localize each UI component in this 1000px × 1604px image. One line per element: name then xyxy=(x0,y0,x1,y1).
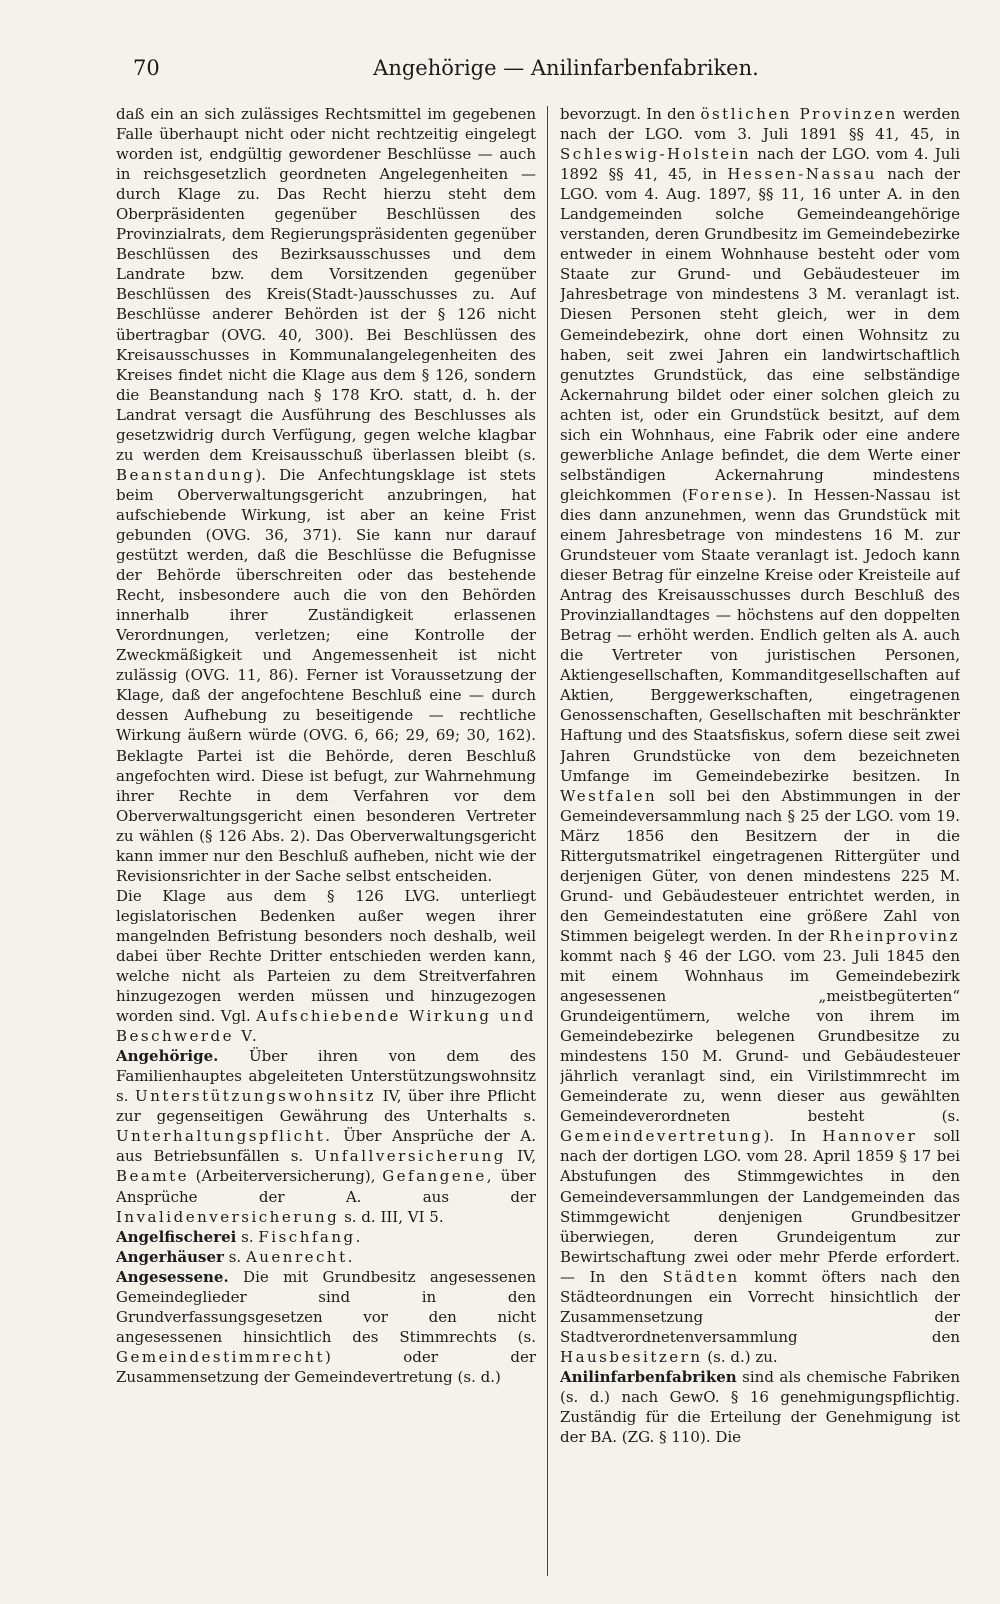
entry-lemma: Angesessene. xyxy=(116,1267,229,1286)
cross-reference: Gemeindestimmrecht xyxy=(116,1347,326,1366)
text-run: Die mit Grundbesitz angesessenen Gemeindeglieder sind in den Grundverfassungsgesetzen vor den nicht angesessenen hinsichtlich des Stimmrechts (s. xyxy=(116,1267,536,1346)
entry-lemma: Anilinfarbenfabriken xyxy=(560,1367,737,1386)
text-run: kommt nach § 46 der LGO. vom 23. Juli 1845 den mit einem Wohnhaus im Gemeindebezirk angesessenen „meistbegüterten“ Grundeigentümern, welche von ihrem im Gemeindebezirke belegenen Grundbesitze zu mindestens 150 M. Grund- und Gebäudesteuer jährlich veranlagt sind, ein Virilstimmrecht im Gemeinderate zu, wenn dieser aus gewählten Gemeindeverordneten besteht (s. xyxy=(560,946,960,1126)
text-run: werden nach der LGO. vom 3. Juli 1891 §§ 41, 45, in xyxy=(560,105,960,144)
text-run: ) oder der Zusammensetzung der Gemeindevertretung (s. d.) xyxy=(116,1347,536,1386)
text-run: über Ansprüche der A. aus der xyxy=(116,1167,536,1206)
text-run: IV, xyxy=(517,1147,536,1166)
text-run: (Arbeiterversicherung), xyxy=(195,1167,376,1186)
text-run: ). In xyxy=(763,1127,807,1146)
entry-lemma: Angelfischerei xyxy=(116,1227,237,1246)
cross-reference: östlichen Provinzen xyxy=(700,105,898,123)
text-run: ). Die Anfechtungsklage ist stets beim Oberverwaltungsgericht anzubringen, hat aufschiebende Wirkung, ist aber an keine Frist gebunden (OVG. 36, 371). Sie kann nur darauf gestützt werden, daß die Beschlüsse die Befugnisse der Behörde überschreiten oder das bestehende Recht, insbesondere auch die von den Behörden innerhalb ihrer Zuständigkeit erlassenen Verordnungen, verletzen; eine Kontrolle der Zweckmäßigkeit und Angemessenheit ist nicht zulässig (OVG. 11, 86). Ferner ist Voraussetzung der Klage, daß der angefochtene Beschluß eine — durch dessen Aufhebung zu beseitigende — rechtliche Wirkung äußern würde (OVG. 6, 66; 29, 69; 30, 162). Beklagte Partei ist die Behörde, deren Beschluß angefochten wird. Diese ist befugt, zur Wahrnehmung ihrer Rechte in dem Verfahren vor dem Oberverwaltungsgericht einen besonderen Vertreter zu wählen (§ 126 Abs. 2). Das Oberverwaltungsgericht kann immer nur den Beschluß aufheben, nicht wie der Revisionsrichter in der Sache selbst entscheiden. xyxy=(116,465,536,885)
text-run: Die Klage aus dem § 126 LVG. unterliegt legislatorischen Bedenken außer wegen ihrer mangelnden Befristung besonders noch deshalb, weil dabei über Rechte Dritter entschieden werden kann, welche nicht als Parteien zu dem Streitverfahren hinzugezogen werden müssen und hinzugezogen worden sind. Vgl. xyxy=(116,886,536,1026)
cross-reference: Rheinprovinz xyxy=(829,926,960,945)
text-run: nach der LGO. vom 4. Aug. 1897, §§ 11, 16 unter A. in den Landgemeinden solche Gemeindeangehörige verstanden, deren Grundbesitz im Gemeindebezirke entweder in einem Wohnhause besteht oder vom Staate zur Grund- und Gebäudesteuer im Jahresbetrage von mindestens 3 M. veranlagt ist. Diesen Personen steht gleich, wer in dem Gemeindebezirk, ohne dort einen Wohnsitz zu haben, seit zwei Jahren ein landwirtschaftlich genutztes Grundstück, das eine selbständige Ackernahrung bildet oder einer solchen gleich zu achten ist, oder ein Grundstück besitzt, auf dem sich ein Wohnhaus, eine Fabrik oder eine andere gewerbliche Anlage befindet, die dem Werte einer selbständigen Ackernahrung mindestens gleichkommen ( xyxy=(560,165,960,504)
cross-reference: Städten xyxy=(662,1267,740,1286)
paragraph xyxy=(116,886,536,1046)
page-number: 70 xyxy=(133,56,160,80)
text-run: s. xyxy=(241,1227,254,1246)
cross-reference: Hessen-Nassau xyxy=(727,165,877,184)
running-title: Angehörige — Anilinfarbenfabriken. xyxy=(373,56,759,80)
cross-reference: Forense xyxy=(687,485,767,504)
text-run: kommt öfters nach den Städteordnungen ein Vorrecht hinsichtlich der Zusammensetzung der Stadtverordnetenversammlung den xyxy=(560,1267,960,1346)
text-run: s. xyxy=(228,1247,242,1266)
text-run: soll nach der dortigen LGO. vom 28. April 1859 § 17 bei Abstufungen des Stimmgewichtes in den Gemeindeversammlungen der Landgemeinden das Stimmgewicht denjenigen Grundbesitzer überwiegen, deren Grundeigentum zur Bewirtschaftung zwei oder mehr Pferde erfordert. — In den xyxy=(560,1127,960,1286)
text-run: IV, über ihre Pflicht zur gegenseitigen Gewährung des Unterhalts s. xyxy=(116,1087,536,1126)
entry-angesessene xyxy=(116,1267,536,1387)
cross-reference: Unfallversicherung xyxy=(314,1147,506,1166)
text-run: Über ihren von dem des Familienhauptes abgeleiteten Unterstützungswohnsitz s. xyxy=(116,1047,536,1106)
cross-reference: Fischfang. xyxy=(258,1227,363,1246)
cross-reference: Gefangene, xyxy=(382,1167,494,1186)
paragraph xyxy=(560,104,960,1367)
cross-reference: Hausbesitzern xyxy=(560,1347,703,1366)
text-run: daß ein an sich zulässiges Rechtsmittel im gegebenen Falle überhaupt nicht oder nicht rechtzeitig eingelegt worden ist, endgültig gewordener Beschlüsse — auch in reichsgesetzlich geordneten Angelegenheiten — durch Klage zu. Das Recht hierzu steht dem Oberpräsidenten gegenüber Beschlüssen des Provinzialrats, dem Regierungspräsidenten gegenüber Beschlüssen des Bezirksausschusses und dem Landrate bzw. dem Vorsitzenden gegenüber Beschlüssen des Kreis(Stadt-)ausschusses zu. Auf Beschlüsse anderer Behörden ist der § 126 nicht übertragbar (OVG. 40, 300). Bei Beschlüssen des Kreisausschusses in Kommunalangelegenheiten des Kreises findet nicht die Klage aus dem § 126, sondern die Beanstandung nach § 178 KrO. statt, d. h. der Landrat versagt die Ausführung des Beschlusses als gesetzwidrig durch Verfügung, gegen welche klagbar zu werden dem Kreisausschuß überlassen bleibt (s. xyxy=(116,105,536,464)
cross-reference: Auenrecht. xyxy=(245,1247,355,1266)
cross-reference: Gemeindevertretung xyxy=(560,1127,764,1146)
paragraph xyxy=(116,104,536,886)
page-header xyxy=(130,52,962,92)
left-column xyxy=(116,104,536,1584)
entry-angelfischerei xyxy=(116,1227,536,1247)
text-run: soll bei den Abstimmungen in der Gemeindeversammlung nach § 25 der LGO. vom 19. März 1856 den Besitzern der in die Rittergutsmatrikel eingetragenen Rittergüter und derjenigen Güter, von denen mindestens 225 M. Grund- und Gebäudesteuer entrichtet werden, in den Gemeindestatuten eine größere Zahl von Stimmen beigelegt werden. In der xyxy=(560,786,960,945)
cross-reference: Beanstandung xyxy=(116,465,256,484)
entry-angehoerige xyxy=(116,1046,536,1226)
cross-reference: Westfalen xyxy=(560,786,658,805)
text-run: sind als chemische Fabriken (s. d.) nach GewO. § 16 genehmigungspflichtig. Zuständig für die Erteilung der Genehmigung ist der BA. (ZG. § 110). Die xyxy=(560,1367,960,1447)
entry-anilinfarbenfabriken xyxy=(560,1367,960,1447)
cross-reference: Beamte xyxy=(116,1167,189,1186)
cross-reference: Invalidenversicherung xyxy=(116,1207,340,1226)
cross-reference: Aufschiebende Wirkung und Beschwerde V. xyxy=(116,1007,536,1046)
entry-angerhaeuser xyxy=(116,1247,536,1267)
cross-reference: Hannover xyxy=(822,1127,918,1146)
text-run: nach der LGO. vom 4. Juli 1892 §§ 41, 45, in xyxy=(560,145,960,184)
entry-lemma: Angerhäuser xyxy=(116,1247,224,1266)
column-divider xyxy=(547,106,548,1576)
text-run: bevorzugt. In den xyxy=(560,105,696,123)
cross-reference: Schleswig-Holstein xyxy=(560,145,751,164)
right-column xyxy=(560,104,960,1584)
cross-reference: Unterhaltungspflicht. xyxy=(116,1127,333,1146)
text-run: ). In Hessen-Nassau ist dies dann anzunehmen, wenn das Grundstück mit einem Jahresbetrage von mindestens 16 M. zur Grundsteuer vom Staate veranlagt ist. Jedoch kann dieser Betrag für einzelne Kreise oder Kreisteile auf Antrag des Kreisausschusses durch Beschluß des Provinziallandtages — höchstens auf den doppelten Betrag — erhöht werden. Endlich gelten als A. auch die Vertreter von juristischen Personen, Aktiengesellschaften, Kommanditgesellschaften auf Aktien, Berggewerkschaften, eingetragenen Genossenschaften, Gesellschaften mit beschränkter Haftung und des Staatsfiskus, sofern diese seit zwei Jahren Grundstücke von dem bezeichneten Umfange im Gemeindebezirke besitzen. In xyxy=(560,485,960,785)
entry-lemma: Angehörige. xyxy=(116,1047,219,1066)
text-run: Über Ansprüche der A. aus Betriebsunfällen s. xyxy=(116,1127,536,1166)
text-run: s. d. III, VI 5. xyxy=(344,1207,444,1226)
cross-reference: Unterstützungswohnsitz xyxy=(135,1087,376,1106)
text-run: (s. d.) zu. xyxy=(707,1347,778,1366)
